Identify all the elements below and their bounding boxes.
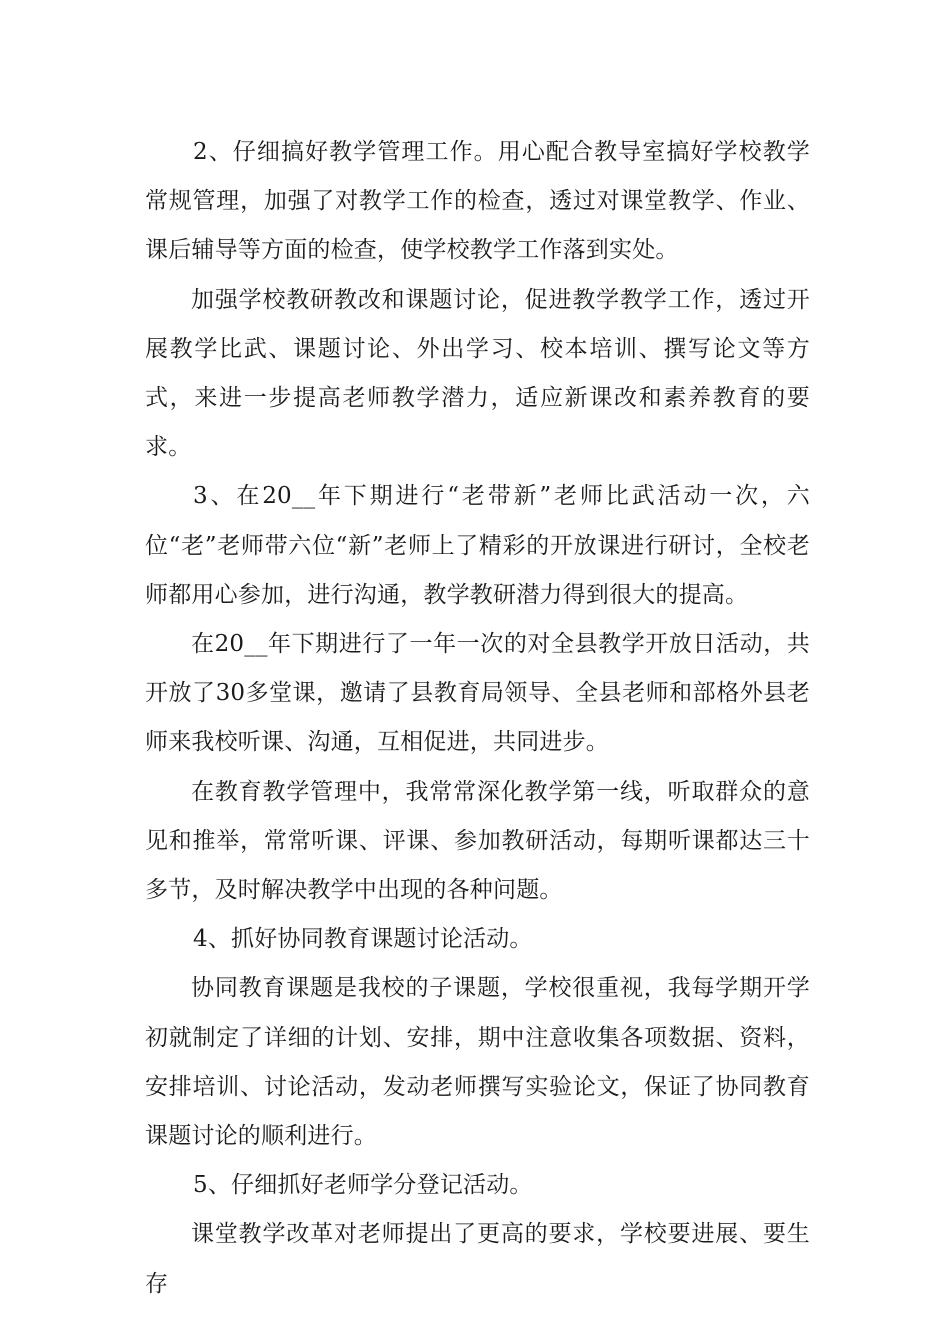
paragraph-6: 4、抓好协同教育课题讨论活动。 <box>193 926 533 953</box>
paragraph-8: 5、仔细抓好老师学分登记活动。 <box>193 1172 533 1199</box>
paragraph-9: 课堂教学改革对老师提出了更高的要求，学校要进展、要生存 <box>145 1221 810 1297</box>
paragraph-3: 3、在20__年下期进行“老带新”老师比武活动一次，六位“老”老师带六位“新”老师上了精彩的开放课进行研讨，全校老师都用心参加，进行沟通，教学教研潜力得到很大的提高。 <box>145 483 810 608</box>
paragraph-7: 协同教育课题是我校的子课题，学校很重视，我每学期开学初就制定了详细的计划、安排，期中注意收集各项数据、资料，安排培训、讨论活动，发动老师撰写实验论文，保证了协同教育课题讨论的顺利进行。 <box>145 975 810 1150</box>
paragraph-5: 在教育教学管理中，我常常深化教学第一线，听取群众的意见和推举，常常听课、评课、参加教研活动，每期听课都达三十多节，及时解决教学中出现的各种问题。 <box>145 778 810 904</box>
paragraph-1: 2、仔细搞好教学管理工作。用心配合教导室搞好学校教学常规管理，加强了对教学工作的检查，透过对课堂教学、作业、课后辅导等方面的检查，使学校教学工作落到实处。 <box>145 139 810 264</box>
document-body <box>145 128 810 1309</box>
paragraph-2: 加强学校教研教改和课题讨论，促进教学教学工作，透过开展教学比武、课题讨论、外出学习、校本培训、撰写论文等方式，来进一步提高老师教学潜力，适应新课改和素养教育的要求。 <box>145 286 810 461</box>
paragraph-4: 在20__年下期进行了一年一次的对全县教学开放日活动，共开放了30多堂课，邀请了县教育局领导、全县老师和部格外县老师来我校听课、沟通，互相促进，共同进步。 <box>145 631 810 756</box>
